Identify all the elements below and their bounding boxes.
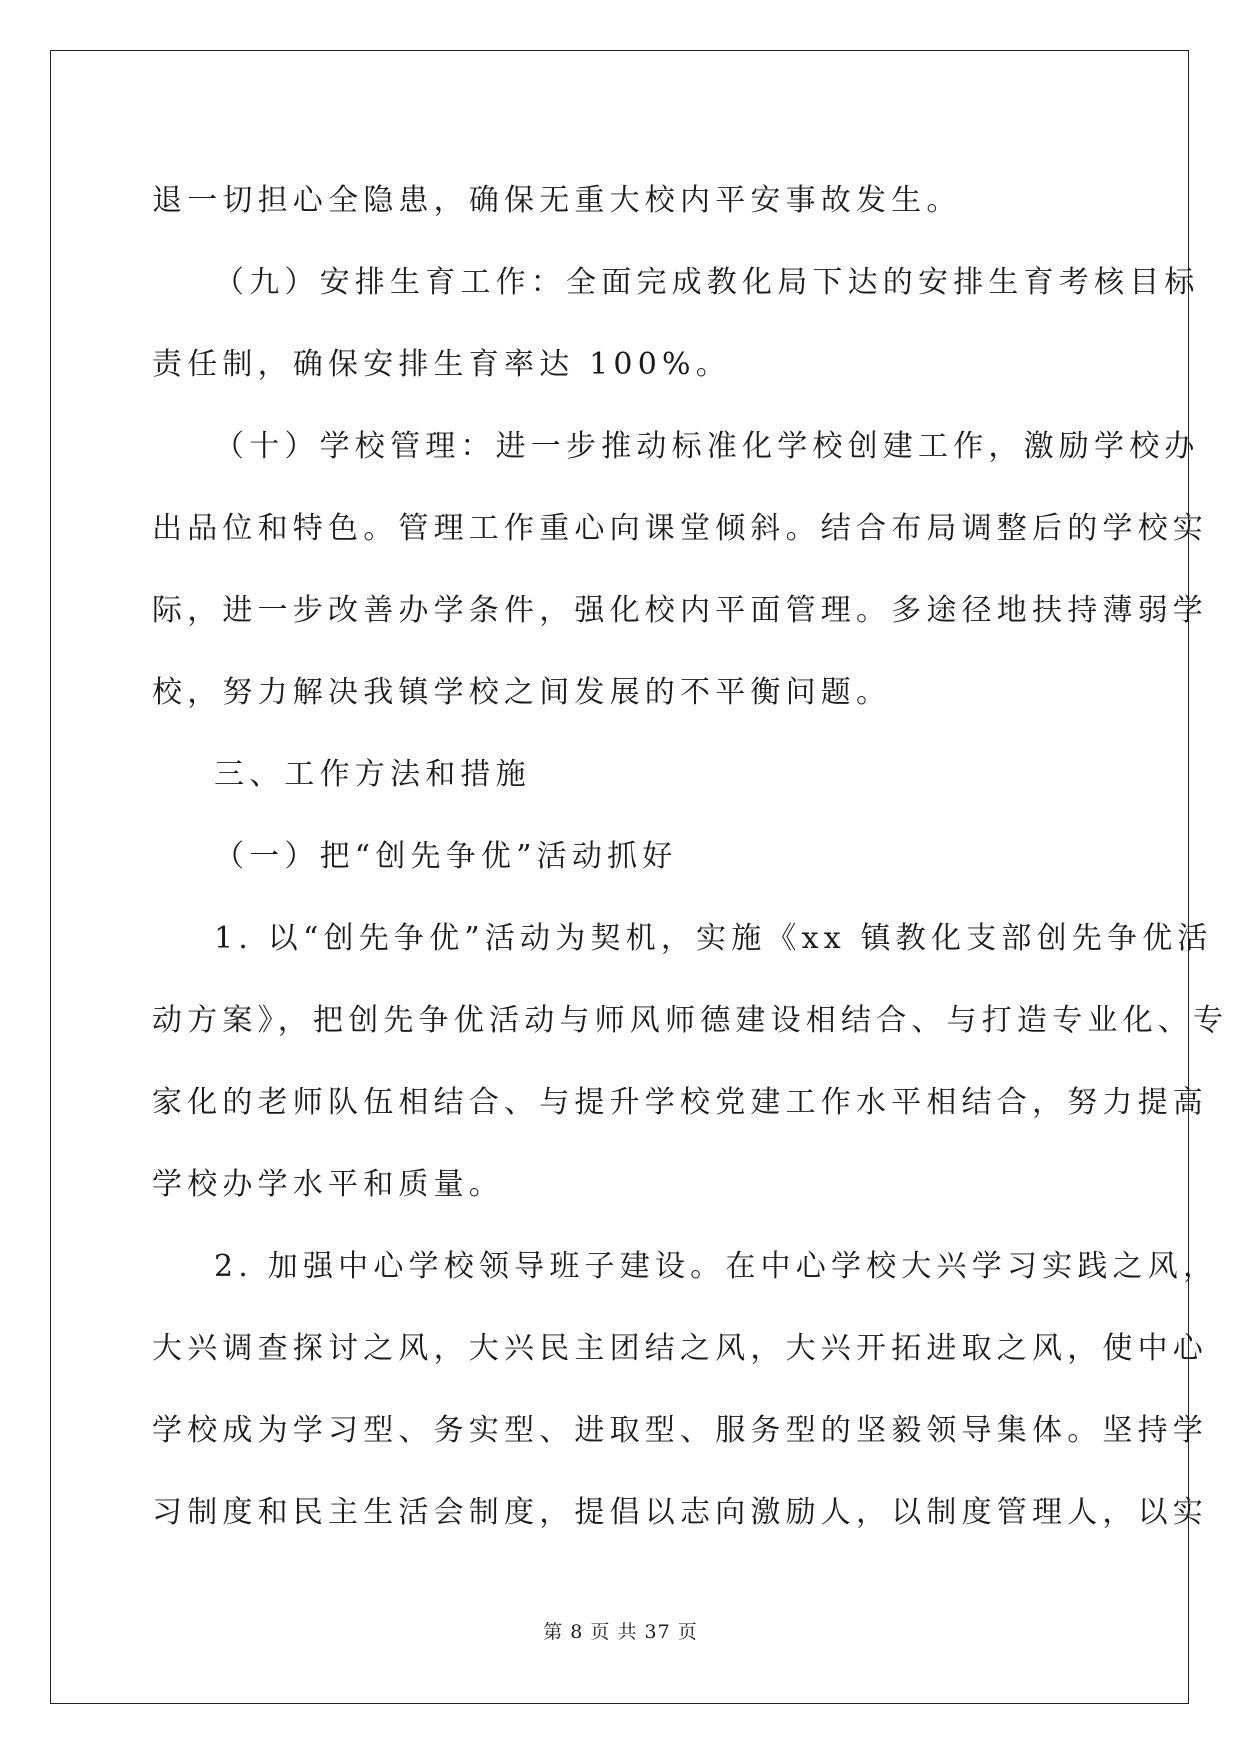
text-line: （九）安排生育工作：全面完成教化局下达的安排生育考核目标 — [214, 265, 1200, 300]
text-line: 大兴调查探讨之风，大兴民主团结之风，大兴开拓进取之风，使中心 — [152, 1331, 1208, 1366]
section-heading: 三、工作方法和措施 — [214, 757, 531, 792]
text-line: 际，进一步改善办学条件，强化校内平面管理。多途径地扶持薄弱学 — [152, 593, 1208, 628]
text-line: 2. 加强中心学校领导班子建设。在中心学校大兴学习实践之风， — [214, 1249, 1219, 1284]
subsection-heading: （一）把“创先争优”活动抓好 — [214, 839, 678, 874]
text-line: 学校办学水平和质量。 — [152, 1167, 504, 1202]
text-line: 动方案》，把创先争优活动与师风师德建设相结合、与打造专业化、专 — [152, 1003, 1229, 1038]
text-line: 家化的老师队伍相结合、与提升学校党建工作水平相结合，努力提高 — [152, 1085, 1208, 1120]
text-line: 责任制，确保安排生育率达 100%。 — [152, 347, 731, 382]
text-line: 校，努力解决我镇学校之间发展的不平衡问题。 — [152, 675, 892, 710]
text-line: 退一切担心全隐患，确保无重大校内平安事故发生。 — [152, 183, 962, 218]
text-line: 习制度和民主生活会制度，提倡以志向激励人，以制度管理人，以实 — [152, 1495, 1208, 1530]
document-body — [152, 160, 1229, 1554]
text-line: 出品位和特色。管理工作重心向课堂倾斜。结合布局调整后的学校实 — [152, 511, 1208, 546]
text-line: （十）学校管理：进一步推动标准化学校创建工作，激励学校办 — [214, 429, 1200, 464]
page-number: 第 8 页 共 37 页 — [543, 1621, 698, 1643]
text-line: 1. 以“创先争优”活动为契机，实施《xx 镇教化支部创先争优活 — [214, 921, 1213, 956]
text-line: 学校成为学习型、务实型、进取型、服务型的坚毅领导集体。坚持学 — [152, 1413, 1208, 1448]
